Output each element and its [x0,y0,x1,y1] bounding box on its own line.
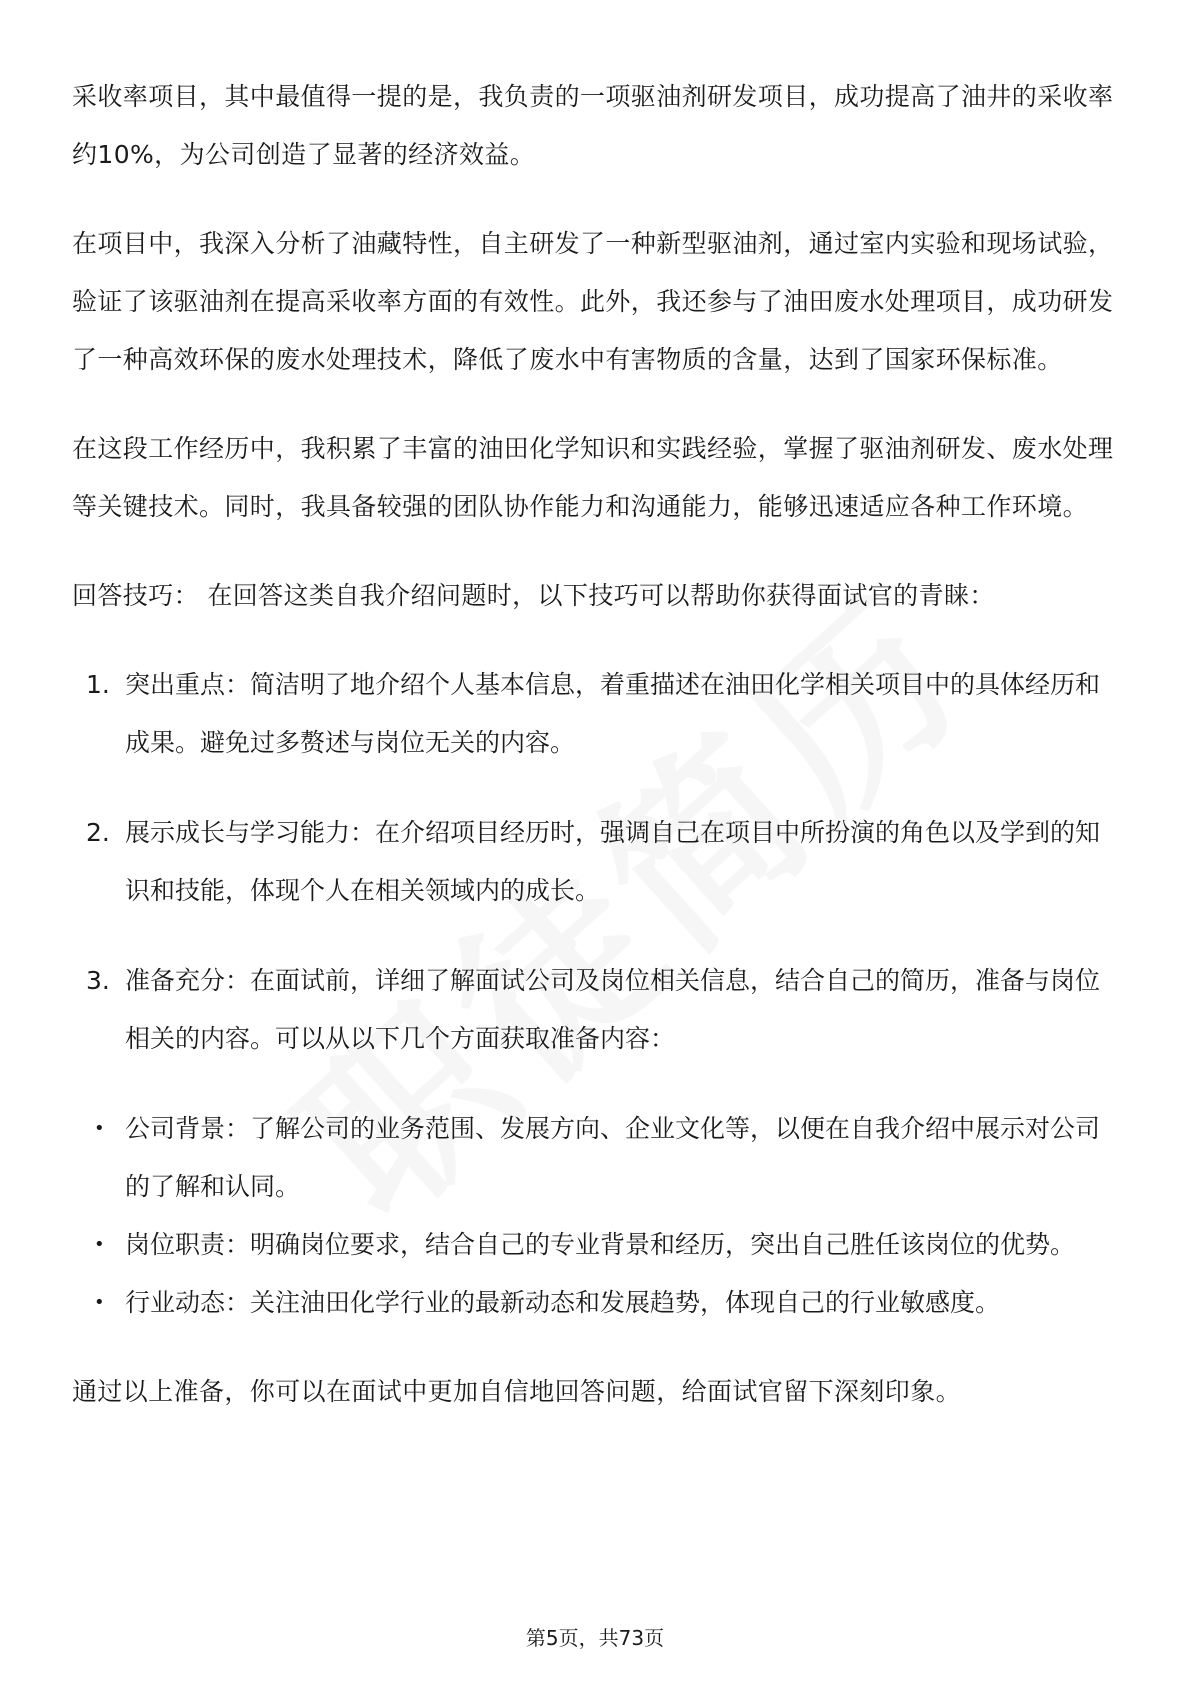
bullet-icon: • [94,1118,105,1139]
list-item-text: 公司背景：了解公司的业务范围、发展方向、企业文化等，以便在自我介绍中展示对公司的了解和认同。 [125,1114,1101,1201]
closing-paragraph: 通过以上准备，你可以在面试中更加自信地回答问题，给面试官留下深刻印象。 [72,1377,962,1406]
bullet-list [72,1100,1118,1332]
bullet-icon: • [94,1292,105,1313]
list-number: 1. [86,670,110,699]
list-item [72,952,1118,1068]
list-item [72,1274,1118,1332]
paragraph: 在项目中，我深入分析了油藏特性，自主研发了一种新型驱油剂，通过室内实验和现场试验，验证了该驱油剂在提高采收率方面的有效性。此外，我还参与了油田废水处理项目，成功研发了一种高效环保的废水处理技术，降低了废水中有害物质的含量，达到了国家环保标准。 [72,229,1114,374]
list-item-text: 行业动态：关注油田化学行业的最新动态和发展趋势，体现自己的行业敏感度。 [125,1288,1001,1317]
paragraph: 采收率项目，其中最值得一提的是，我负责的一项驱油剂研发项目，成功提高了油井的采收率约10%，为公司创造了显著的经济效益。 [72,82,1114,169]
page-number: 第5页，共73页 [525,1626,665,1650]
list-number: 3. [86,966,110,995]
list-item-text: 展示成长与学习能力：在介绍项目经历时，强调自己在项目中所扮演的角色以及学到的知识和技能，体现个人在相关领域内的成长。 [125,818,1101,905]
list-item-text: 岗位职责：明确岗位要求，结合自己的专业背景和经历，突出自己胜任该岗位的优势。 [125,1230,1076,1259]
list-item [72,1100,1118,1216]
list-item-text: 突出重点：简洁明了地介绍个人基本信息，着重描述在油田化学相关项目中的具体经历和成果。避免过多赘述与岗位无关的内容。 [125,670,1101,757]
ordered-list [72,656,1118,1068]
list-item-text: 准备充分：在面试前，详细了解面试公司及岗位相关信息，结合自己的简历，准备与岗位相关的内容。可以从以下几个方面获取准备内容： [125,966,1101,1053]
list-number: 2. [86,818,110,847]
answer-tips-intro: 回答技巧： 在回答这类自我介绍问题时，以下技巧可以帮助你获得面试官的青睐： [72,581,995,610]
list-item [72,1216,1118,1274]
list-item [72,804,1118,920]
list-item [72,656,1118,772]
bullet-icon: • [94,1234,105,1255]
paragraph: 在这段工作经历中，我积累了丰富的油田化学知识和实践经验，掌握了驱油剂研发、废水处理等关键技术。同时，我具备较强的团队协作能力和沟通能力，能够迅速适应各种工作环境。 [72,434,1114,521]
document-body [72,68,1118,1452]
